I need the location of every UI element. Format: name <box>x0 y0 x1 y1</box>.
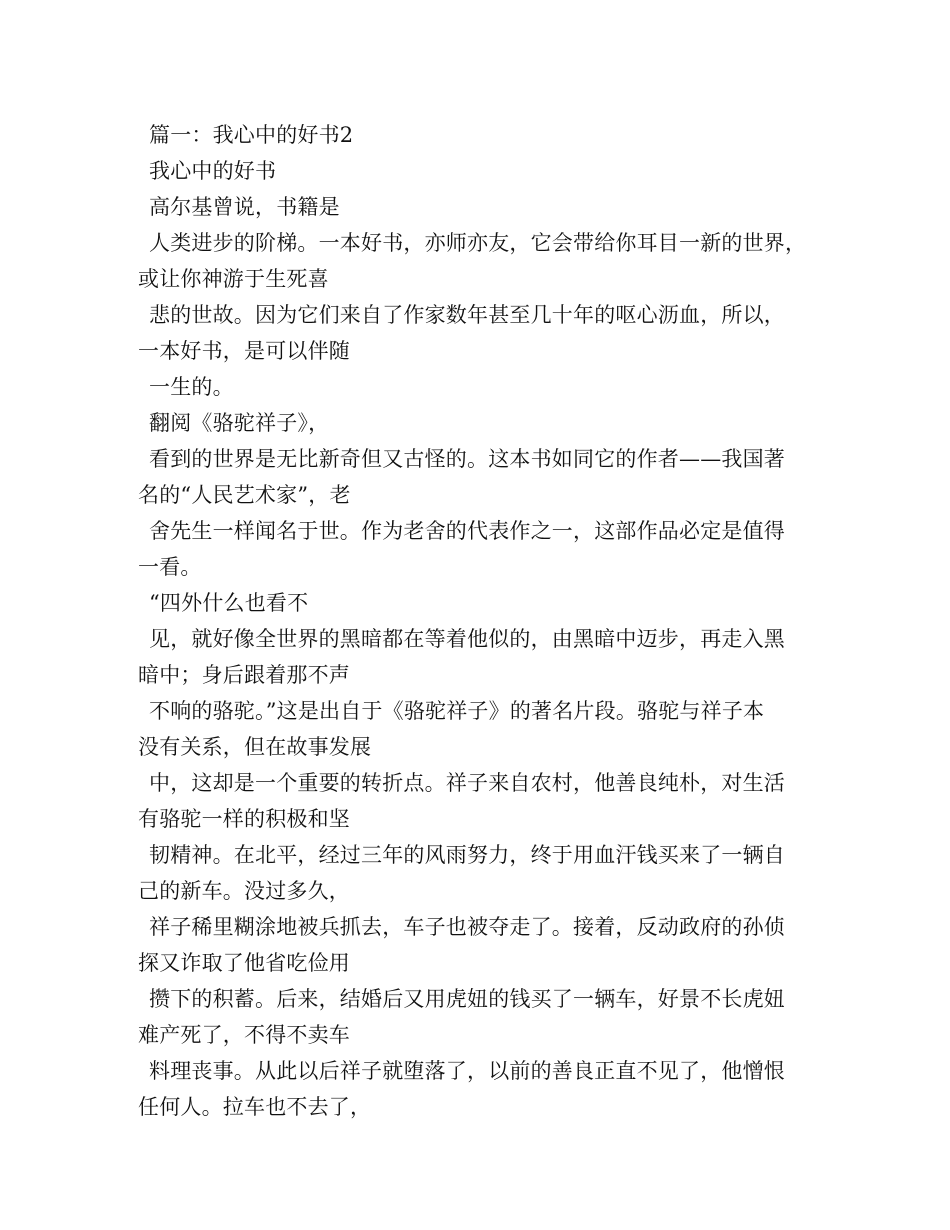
text-line: 韧精神。在北平，经过三年的风雨努力，终于用血汗钱买来了一辆自 <box>149 843 785 867</box>
text-line: 翻阅《骆驼祥子》， <box>149 411 330 435</box>
text-line: 名的“人民艺术家”，老 <box>138 483 351 507</box>
text-line: 暗中；身后跟着那不声 <box>138 663 350 687</box>
text-line: 一看。 <box>138 555 202 579</box>
text-line: 有骆驼一样的积极和坚 <box>138 807 350 831</box>
text-line: 难产死了，不得不卖车 <box>138 1023 350 1047</box>
text-line: 一生的。 <box>149 375 234 399</box>
text-line: 任何人。拉车也不去了， <box>138 1095 372 1119</box>
text-line: 己的新车。没过多久， <box>138 879 350 903</box>
section-heading: 篇一：我心中的好书2 <box>149 123 354 147</box>
text-line: 不响的骆驼。”这是出自于《骆驼祥子》的著名片段。骆驼与祥子本 <box>149 699 765 723</box>
text-line: 见，就好像全世界的黑暗都在等着他似的，由黑暗中迈步，再走入黑 <box>149 627 785 651</box>
text-line: 悲的世故。因为它们来自了作家数年甚至几十年的呕心沥血，所以， <box>149 303 785 327</box>
text-line: 没有关系，但在故事发展 <box>138 735 372 759</box>
text-line: “四外什么也看不 <box>149 591 309 615</box>
text-line: 或让你神游于生死喜 <box>138 267 329 291</box>
text-line: 探又诈取了他省吃俭用 <box>138 951 350 975</box>
essay-title: 我心中的好书 <box>149 159 277 183</box>
text-line: 看到的世界是无比新奇但又古怪的。这本书如同它的作者——我国著 <box>149 447 785 471</box>
text-line: 一本好书，是可以伴随 <box>138 339 350 363</box>
text-line: 舍先生一样闻名于世。作为老舍的代表作之一，这部作品必定是值得 <box>149 519 785 543</box>
text-line: 人类进步的阶梯。一本好书，亦师亦友，它会带给你耳目一新的世界， <box>149 231 807 255</box>
text-line: 高尔基曾说，书籍是 <box>149 195 340 219</box>
text-line: 料理丧事。从此以后祥子就堕落了，以前的善良正直不见了，他憎恨 <box>149 1059 785 1083</box>
text-line: 祥子稀里糊涂地被兵抓去，车子也被夺走了。接着，反动政府的孙侦 <box>149 915 785 939</box>
text-line: 中，这却是一个重要的转折点。祥子来自农村，他善良纯朴，对生活 <box>149 771 785 795</box>
text-line: 攒下的积蓄。后来，结婚后又用虎妞的钱买了一辆车，好景不长虎妞 <box>149 987 785 1011</box>
document-body <box>138 117 838 1125</box>
